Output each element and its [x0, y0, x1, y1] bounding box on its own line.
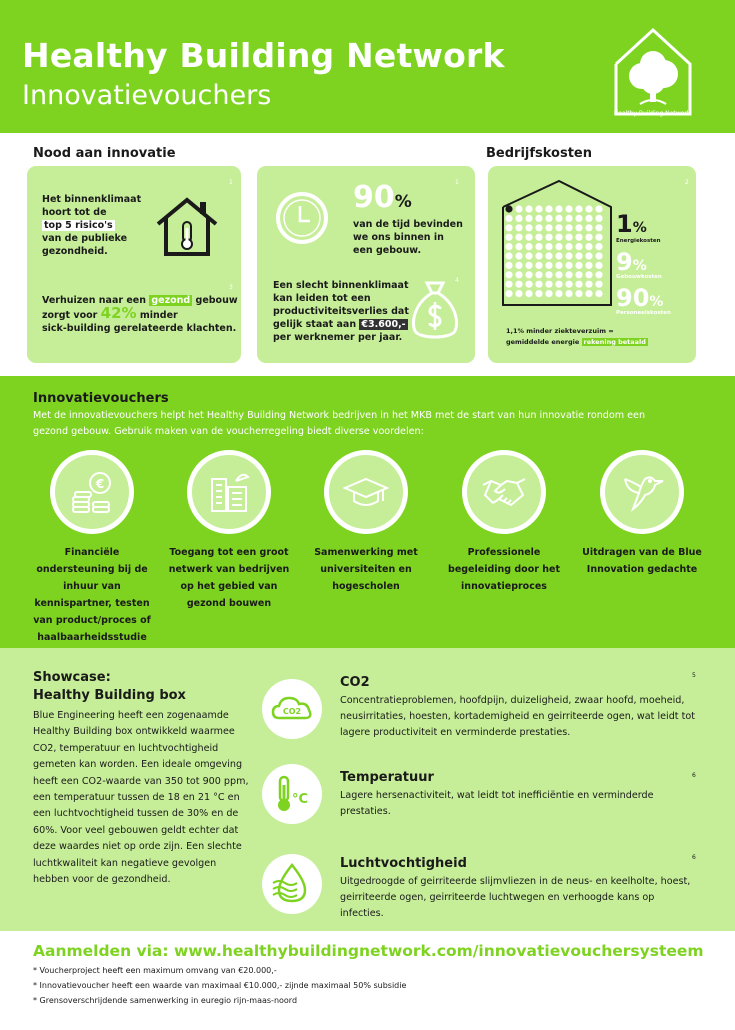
cost-dot: [595, 281, 602, 288]
vouchers-heading: Innovatievouchers: [33, 391, 169, 406]
cost-dot: [575, 252, 582, 259]
cost-dot: [565, 281, 572, 288]
humidity-circle: [262, 854, 322, 914]
cost-dot: [575, 271, 582, 278]
cost-dot: [565, 290, 572, 297]
benefit-guidance: Professionele begeleiding door het innovatieproces: [448, 547, 560, 592]
svg-text:CO2: CO2: [282, 707, 302, 716]
people-grid-house-icon: [501, 179, 613, 307]
cost-dot: [585, 281, 592, 288]
cost-dot: [545, 243, 552, 250]
cost-dot: [565, 234, 572, 241]
cost-dot: [525, 215, 532, 222]
footnote: * Innovatievoucher heeft een waarde van maximaal €10.000,- zijnde maximaal 50% subsidie: [33, 981, 407, 990]
cost-dot: [525, 262, 532, 269]
footnote-number: 6: [692, 772, 696, 779]
cost-dot: [585, 252, 592, 259]
loss-text: Een slecht binnenklimaat kan leiden tot een productiviteitsverlies dat gelijk staat aan €3.600,- per werknemer per jaar.: [273, 280, 409, 343]
cost-dot: [545, 205, 552, 212]
benefit-universities: Samenwerking met universiteiten en hogescholen: [314, 547, 418, 592]
loss-amount-highlight: €3.600,-: [361, 319, 406, 330]
cost-dot: [505, 252, 512, 259]
cost-dot: [565, 224, 572, 231]
vouchers-description: Met de innovatievouchers helpt het Healthy Building Network bedrijven in het MKB met de start van hun innovatie rondom een gezond gebouw. Gebruik maken van de voucherregeling biedt diverse voordelen:: [33, 410, 646, 437]
cost-dot: [545, 281, 552, 288]
cost-dot: [505, 262, 512, 269]
cost-dot: [515, 215, 522, 222]
cost-dot: [525, 243, 532, 250]
cost-dot: [555, 271, 562, 278]
svg-text:€: €: [95, 477, 105, 491]
cost-dot: [515, 224, 522, 231]
cost-dot: [505, 290, 512, 297]
cost-dot: [515, 243, 522, 250]
risk-text: Het binnenklimaat hoort tot de top 5 risico's van de publieke gezondheid.: [42, 194, 142, 257]
co2-cloud-icon: [271, 688, 313, 730]
energy-label: Energiekosten: [616, 238, 661, 244]
header-banner: [0, 0, 735, 133]
cost-dot: [565, 252, 572, 259]
footnote-number: 4: [455, 277, 459, 284]
cost-dot: [595, 252, 602, 259]
move-percentage: 42%: [100, 304, 137, 322]
cost-dot: [535, 290, 542, 297]
humidity-title: Luchtvochtigheid: [340, 856, 467, 871]
footnote-number: 3: [229, 284, 233, 291]
cost-dot: [595, 234, 602, 241]
cost-dot: [565, 205, 572, 212]
vouchers-section: [0, 376, 735, 648]
cost-dot: [555, 290, 562, 297]
cost-dot: [575, 290, 582, 297]
cost-dot: [595, 271, 602, 278]
handshake-icon: [481, 469, 527, 515]
cost-dot: [595, 224, 602, 231]
cost-dot: [555, 281, 562, 288]
cost-dot: [555, 243, 562, 250]
cost-dot: [515, 205, 522, 212]
cost-dot: [545, 234, 552, 241]
cost-dot: [575, 234, 582, 241]
cost-dot: [545, 252, 552, 259]
temperature-text: Lagere hersenactiviteit, wat leidt tot inefficiëntie en verminderde prestaties.: [340, 790, 654, 817]
page-subtitle: Innovatievouchers: [22, 80, 272, 111]
cost-dot: [515, 281, 522, 288]
temperature-title: Temperatuur: [340, 770, 434, 785]
water-drop-icon: [271, 863, 313, 905]
temperature-circle: [262, 764, 322, 824]
staff-percentage: 90%: [616, 284, 664, 312]
cost-dot: [585, 234, 592, 241]
benefit-circle: [600, 450, 684, 534]
footnote-number: 1: [455, 179, 459, 186]
coins-icon: [69, 469, 115, 515]
cost-dot: [545, 271, 552, 278]
showcase-text: Blue Engineering heeft een zogenaamde Healthy Building box ontwikkeld waarmee CO2, temperatuur en luchtvochtigheid gemeten kan worden. Een ideale omgeving heeft een CO2-waarde van 350 tot 900 ppm, een temperatuur tussen de 18 en 21 °C en een luchtvochtigheid tussen de 30% en de 60%. Voor veel gebouwen geldt echter dat deze waardes niet op orde zijn. Een slechte luchtkwaliteit kan negatieve gevolgen hebben voor de gezondheid.: [33, 710, 249, 886]
cost-dot: [555, 262, 562, 269]
cost-dot: [535, 215, 542, 222]
cost-dot: [595, 290, 602, 297]
energy-percentage: 1%: [616, 210, 647, 238]
costs-note: 1,1% minder ziekteverzuim = gemiddelde energie rekening betaald: [506, 327, 646, 346]
cost-dot: [515, 262, 522, 269]
costs-card: [488, 166, 696, 363]
cost-dot: [575, 262, 582, 269]
cost-dot: [515, 252, 522, 259]
buildings-icon: [206, 469, 252, 515]
humidity-text: Uitgedroogde of geirriteerde slijmvliezen in de neus- en keelholte, hoest, geirriteerde ogen, geirriteerde luchtwegen en verhoogde kans op infecties.: [340, 876, 691, 919]
cost-dot: [555, 224, 562, 231]
cost-dot: [595, 205, 602, 212]
svg-text:°C: °C: [291, 792, 309, 807]
costs-heading: Bedrijfskosten: [486, 146, 592, 161]
cost-dot: [535, 271, 542, 278]
co2-circle: [262, 679, 322, 739]
cost-dot: [565, 262, 572, 269]
showcase-title: Showcase: Healthy Building box: [33, 670, 186, 703]
cost-dot: [565, 243, 572, 250]
cost-dot: [555, 252, 562, 259]
cost-dot: [565, 271, 572, 278]
cost-dot: [575, 281, 582, 288]
cost-dot: [535, 234, 542, 241]
cost-dot: [535, 281, 542, 288]
cost-dot: [595, 262, 602, 269]
cost-dot: [525, 271, 532, 278]
money-bag-icon: [409, 277, 461, 341]
house-thermometer-icon: [154, 194, 220, 260]
move-text: Verhuizen naar een gezond gebouw zorgt voor 42% minder sick-building gerelateerde klachten.: [42, 295, 238, 334]
cost-dot: [535, 205, 542, 212]
cost-dot: [525, 234, 532, 241]
cost-dot: [515, 271, 522, 278]
benefit-financial: Financiële ondersteuning bij de inhuur van kennispartner, testen van product/proces of haalbaarheidsstudie: [33, 547, 151, 643]
graduation-cap-icon: [343, 469, 389, 515]
cost-dot: [535, 252, 542, 259]
page-title: Healthy Building Network: [22, 36, 505, 75]
cost-dot: [585, 290, 592, 297]
time-card: [257, 166, 475, 363]
cost-dot: [555, 205, 562, 212]
risk-card: [27, 166, 241, 363]
cost-dot: [575, 224, 582, 231]
gezond-highlight: gezond: [151, 295, 191, 306]
cost-dot: [585, 271, 592, 278]
cost-dot: [565, 215, 572, 222]
cost-dot: [595, 215, 602, 222]
clock-icon: [274, 190, 330, 246]
cost-dot: [545, 224, 552, 231]
benefit-circle: [324, 450, 408, 534]
need-section: [0, 133, 735, 376]
cost-dot: [595, 243, 602, 250]
cost-dot: [535, 243, 542, 250]
cost-dot: [575, 243, 582, 250]
cost-dot: [585, 205, 592, 212]
co2-title: CO2: [340, 675, 370, 690]
cost-dot: [585, 243, 592, 250]
cost-dot: [535, 262, 542, 269]
signup-link[interactable]: Aanmelden via: www.healthybuildingnetwork.com/innovatievouchersysteem: [33, 942, 704, 960]
staff-label: Personeelskosten: [616, 310, 671, 316]
cost-dot: [555, 215, 562, 222]
cost-dot: [505, 243, 512, 250]
cost-dot: [545, 262, 552, 269]
benefit-circle: [50, 450, 134, 534]
cost-dot: [515, 290, 522, 297]
cost-dot: [515, 234, 522, 241]
cost-dot: [525, 205, 532, 212]
footnote: * Grensoverschrijdende samenwerking in euregio rijn-maas-noord: [33, 996, 298, 1005]
thermometer-icon: [271, 773, 313, 815]
building-label: Gebouwkosten: [616, 274, 662, 280]
cost-dot: [505, 205, 512, 212]
benefit-circle: [187, 450, 271, 534]
co2-text: Concentratieproblemen, hoofdpijn, duizeligheid, zwaar hoofd, moeheid, neusirritaties, hoesten, kortademigheid en geirriteerde ogen, wat leidt tot lagere productiviteit en verminderde prestaties.: [340, 695, 695, 738]
logo-caption: Healthy Building Network: [613, 110, 691, 117]
cost-dot: [505, 281, 512, 288]
cost-dot: [525, 281, 532, 288]
hummingbird-icon: [619, 469, 665, 515]
benefit-circle: [462, 450, 546, 534]
cost-dot: [505, 224, 512, 231]
cost-dot: [535, 224, 542, 231]
benefit-network: Toegang tot een groot netwerk van bedrijven op het gebied van gezond bouwen: [168, 547, 290, 609]
house-tree-logo-icon: [612, 24, 694, 120]
cost-dot: [585, 224, 592, 231]
cost-dot: [525, 290, 532, 297]
cost-dot: [575, 205, 582, 212]
cost-dot: [585, 215, 592, 222]
building-percentage: 9%: [616, 248, 647, 276]
footnote-number: 6: [692, 854, 696, 861]
cost-dot: [585, 262, 592, 269]
cost-dot: [575, 215, 582, 222]
footnote-number: 1: [229, 179, 233, 186]
risk-highlight: top 5 risico's: [44, 220, 113, 231]
cost-dot: [545, 290, 552, 297]
cost-dot: [545, 215, 552, 222]
time-text: van de tijd bevinden we ons binnen in een gebouw.: [353, 219, 463, 256]
costs-note-highlight: rekening betaald: [583, 338, 646, 346]
cost-dot: [555, 234, 562, 241]
cost-dot: [505, 271, 512, 278]
time-percentage: 90%: [353, 180, 412, 215]
cost-dot: [525, 224, 532, 231]
footnote: * Voucherproject heeft een maximum omvang van €20.000,-: [33, 966, 277, 975]
benefit-blue-innovation: Uitdragen van de Blue Innovation gedachte: [582, 547, 702, 575]
need-heading: Nood aan innovatie: [33, 146, 176, 161]
footnote-number: 5: [692, 672, 696, 679]
cost-dot: [525, 252, 532, 259]
cost-dot: [505, 215, 512, 222]
cost-dot: [505, 234, 512, 241]
footer: [0, 931, 735, 1030]
footnote-number: 2: [685, 179, 689, 186]
showcase-section: [0, 648, 735, 931]
